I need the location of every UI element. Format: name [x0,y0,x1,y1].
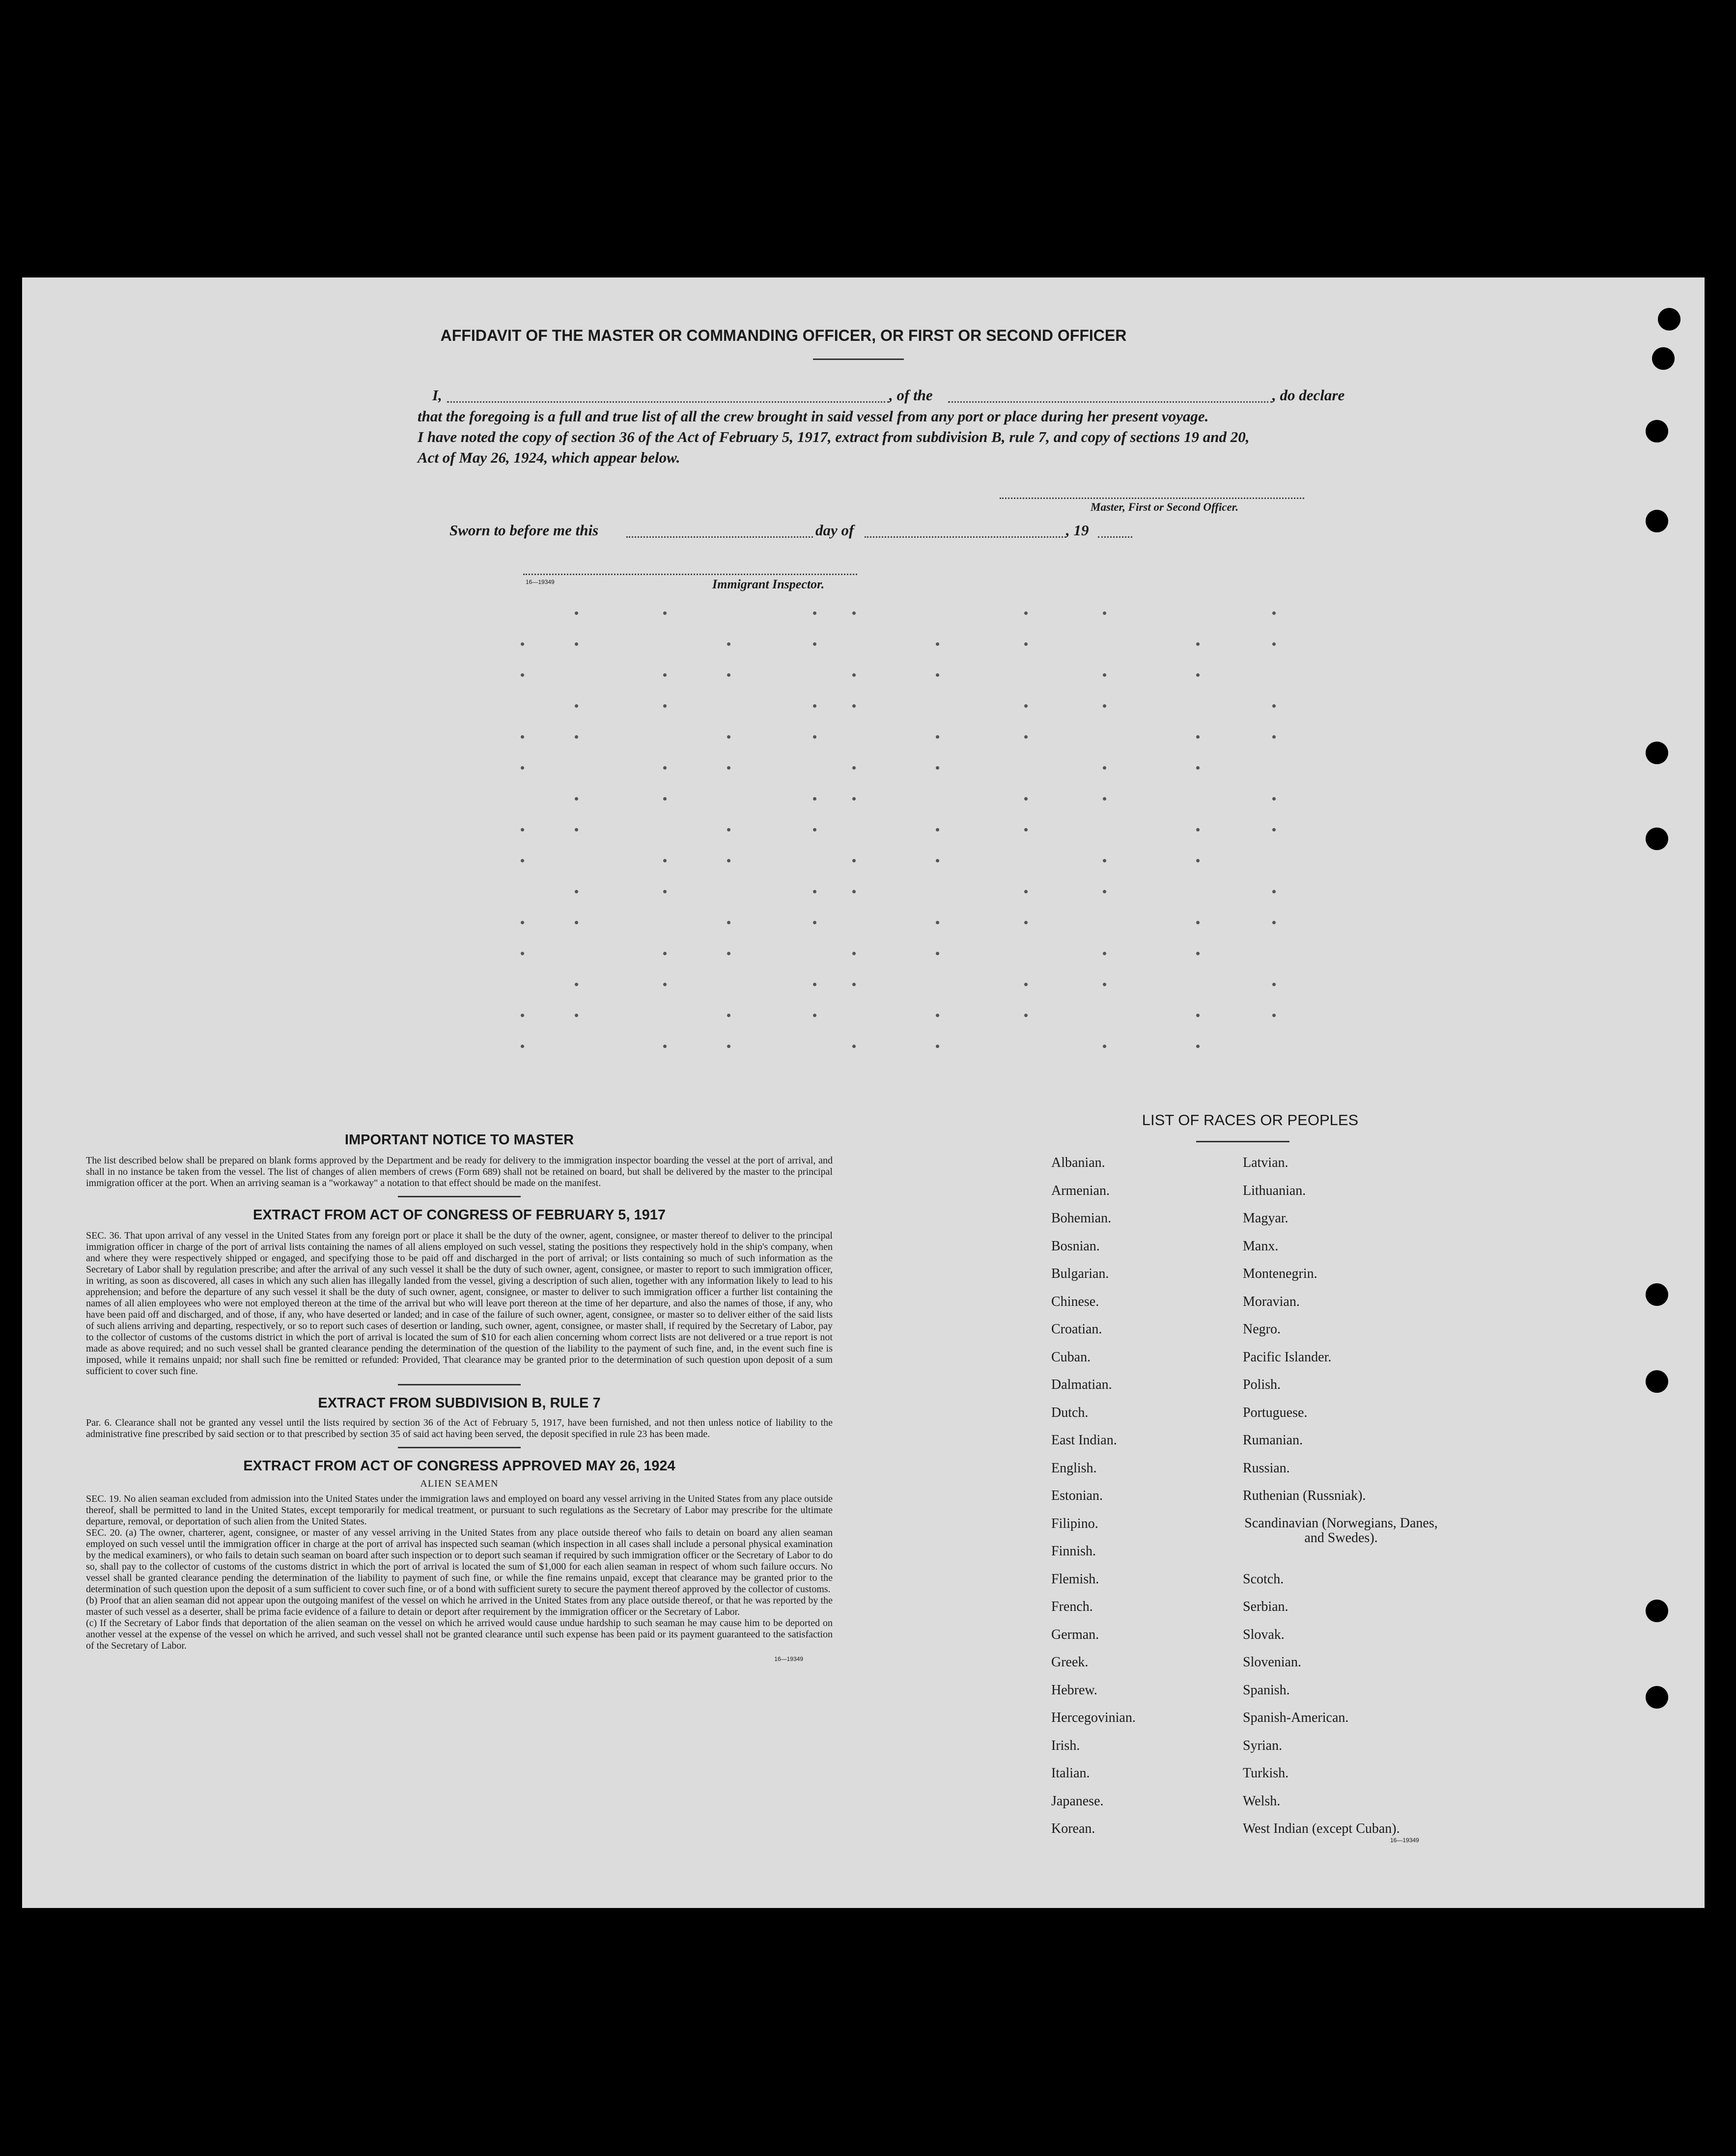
stray-dot [1103,611,1106,615]
stray-dot [575,735,578,739]
punch-hole [1646,1370,1668,1393]
vessel-blank[interactable] [948,401,1272,403]
stray-dot [1272,642,1276,646]
extract-1917-text: SEC. 36. That upon arrival of any vessel in the United States from any foreign port or place it shall be the duty of the owner, agent, consignee, or master thereof to deliver to the principal immigration officer in charge of the port of arrival lists containing the names of all aliens employed on such vessel, stating the positions they respectively hold in the ship's company, when and where they were respectively shipped or engaged, and specifying those to be paid off and discharged in the port of arrival; or lists containing so much of such information as the Secretary of Labor shall by regulation prescribe; and after the arrival of any such vessel it shall be the duty of such owner, agent, consignee, or master to report to such immigration officer, in writing, as soon as discovered, all cases in which any such alien has illegally landed from the vessel, giving a description of such alien, together with any information likely to lead to his apprehension; and before the departure of any such vessel it shall be the duty of such owner, agent, consignee, or master to deliver to such immigration officer a further list containing the names of all alien employees who were not employed thereon at the time of the arrival but who will leave port thereon at the time of her departure, and also the names of those, if any, who have been paid off and discharged, and of those, if any, who have deserted or landed; and in case of the failure of such owner, agent, consignee, or master so to deliver either of the said lists of such aliens arriving and departing, respectively, or so to report such cases of desertion or landing, such owner, agent, consignee, or master shall, if required by the Secretary of Labor, pay to the collector of customs of the customs district in which the port of arrival is located the sum of $10 for each alien concerning whom correct lists are not delivered or a true report is not made as above required; and no such vessel shall be granted clearance pending the determination of the question of the liability to the payment of such fine, and, in the event such fine is imposed, while it remains unpaid; nor shall such fine be remitted or refunded: Provided, That clearance may be granted prior to the determination of such question upon deposit of a sum sufficient to cover such fine. [86,1230,833,1377]
stray-dot [727,921,730,924]
race-item: Armenian. [1051,1183,1110,1198]
race-item: Rumanian. [1243,1433,1303,1448]
stray-dot [521,1014,524,1017]
stray-dot [1103,673,1106,677]
stray-dot [1024,797,1028,801]
stray-dot [852,983,856,986]
stray-dot [936,766,939,770]
race-item: Chinese. [1051,1294,1099,1309]
stray-dot [575,797,578,801]
race-item: Slovak. [1243,1627,1285,1642]
race-item: Magyar. [1243,1211,1288,1226]
race-item: Albanian. [1051,1155,1105,1170]
rule7-heading: EXTRACT FROM SUBDIVISION B, RULE 7 [318,1395,601,1411]
stray-dot [936,642,939,646]
stray-dot [575,921,578,924]
punch-hole [1646,1283,1668,1306]
stray-dot [1103,890,1106,893]
stray-dot [1103,766,1106,770]
stray-dot [663,797,667,801]
race-item: Bulgarian. [1051,1266,1109,1281]
race-item: Cuban. [1051,1349,1091,1365]
divider [398,1384,521,1385]
stray-dot [1103,952,1106,955]
stray-dot [852,766,856,770]
stray-dot [1024,704,1028,708]
race-item: Hercegovinian. [1051,1710,1136,1725]
race-item: Hebrew. [1051,1682,1097,1698]
stray-dot [1272,797,1276,801]
stray-dot [1024,611,1028,615]
stray-dot [813,797,816,801]
day-blank[interactable] [626,536,813,538]
stray-dot [727,766,730,770]
stray-dot [521,921,524,924]
stray-dot [813,704,816,708]
race-item: Italian. [1051,1766,1090,1781]
race-item: Pacific Islander. [1243,1349,1332,1365]
stray-dot [1272,921,1276,924]
inspector-signature-line[interactable] [523,574,857,575]
stray-dot [813,642,816,646]
day-of-label: day of [815,522,854,539]
affidavit-declare: , do declare [1272,387,1345,404]
stray-dot [521,828,524,831]
race-item: Spanish-American. [1243,1710,1349,1725]
sec20c-text: (c) If the Secretary of Labor finds that deportation of the alien seaman on the vessel on which he arrived would cause undue hardship to such seaman he may cause him to be deported on another vessel at the expense of the vessel on which he arrived, and such vessel shall not be granted clearance until such expense has been paid or its payment guaranteed to the satisfaction of the Secretary of Labor. [86,1618,833,1651]
stray-dot [1196,828,1200,831]
race-item: Welsh. [1243,1793,1281,1809]
form-number: 16—19349 [774,1656,803,1662]
stray-dot [727,952,730,955]
sworn-line [449,522,1137,541]
race-item: Scandinavian (Norwegians, Danes, and Swedes). [1244,1515,1438,1546]
stray-dot [936,952,939,955]
stray-dot [1196,952,1200,955]
race-item: West Indian (except Cuban). [1243,1821,1400,1836]
stray-dot [663,611,667,615]
race-item: East Indian. [1051,1433,1117,1448]
race-item: Filipino. [1051,1516,1098,1531]
stray-dot [663,952,667,955]
punch-hole [1652,347,1675,370]
race-item: Flemish. [1051,1571,1099,1587]
race-item: Polish. [1243,1377,1281,1392]
punch-hole [1646,742,1668,764]
stray-dot [727,859,730,862]
stray-dot [1103,797,1106,801]
stray-dot [813,735,816,739]
stray-dot [1024,735,1028,739]
stray-dot [575,828,578,831]
race-item: Dutch. [1051,1405,1089,1420]
extract-1924-heading: EXTRACT FROM ACT OF CONGRESS APPROVED MAY 26, 1924 [243,1458,675,1474]
extract-1917-heading: EXTRACT FROM ACT OF CONGRESS OF FEBRUARY 5, 1917 [252,1207,666,1223]
stray-dot [575,642,578,646]
punch-hole [1646,510,1668,532]
stray-dot [1196,735,1200,739]
stray-dot [936,859,939,862]
name-blank[interactable] [447,401,889,403]
stray-dot [521,766,524,770]
affidavit-title: AFFIDAVIT OF THE MASTER OR COMMANDING OFFICER, OR FIRST OR SECOND OFFICER [440,327,1127,344]
stray-dot [936,673,939,677]
stray-dot [727,1045,730,1048]
punch-hole [1658,308,1680,331]
sec19-text: SEC. 19. No alien seaman excluded from admission into the United States under the immigration laws and employed on board any vessel arriving in the United States from any place outside thereof, shall be permitted to land in the United States, except temporarily for medical treatment, or pursuant to such regulations as the Secretary of Labor may prescribe for the ultimate departure, removal, or deportation of such alien from the United States. [86,1493,833,1527]
rule7-text: Par. 6. Clearance shall not be granted any vessel until the lists required by section 36 of the Act of February 5, 1917, have been furnished, and not then unless notice of liability to the administrative fine prescribed by said section or to that prescribed by section 35 of said act having been served, the deposit specified in rule 23 has been made. [86,1417,833,1439]
stray-dot [663,766,667,770]
stray-dot [1103,859,1106,862]
stray-dot [1196,673,1200,677]
stray-dot [813,890,816,893]
notice-heading: IMPORTANT NOTICE TO MASTER [344,1132,574,1148]
stray-dot [1024,921,1028,924]
year-blank[interactable] [1098,536,1132,538]
race-item: French. [1051,1599,1093,1614]
stray-dot [1196,859,1200,862]
divider [1196,1141,1289,1142]
stray-dot [936,735,939,739]
stray-dot [1024,1014,1028,1017]
affidavit-line-2: that the foregoing is a full and true list of all the crew brought in said vessel from any port or place during her present voyage. [418,408,1209,425]
stray-dot [813,921,816,924]
stray-dot [1024,890,1028,893]
punch-hole [1646,828,1668,850]
races-heading: LIST OF RACES OR PEOPLES [1142,1111,1359,1129]
affidavit-of-the: , of the [889,387,933,404]
race-item: English. [1051,1460,1097,1476]
stray-dot [727,642,730,646]
form-number: 16—19349 [1390,1837,1419,1844]
race-item: Scotch. [1243,1571,1284,1587]
race-item: Russian. [1243,1460,1290,1476]
stray-dot [852,859,856,862]
inspector-label: Immigrant Inspector. [712,577,825,591]
affidavit-i: I, [432,387,442,404]
sec20a-text: SEC. 20. (a) The owner, charterer, agent, consignee, or master of any vessel arriving in the United States from any place outside thereof who fails to detain on board any alien seaman employed on such vessel until the immigration officer in charge at the port of arrival has inspected such seaman (which inspection in all cases shall include a personal physical examination by the medical examiners), or who fails to detain such seaman on board after such inspection or to deport such seaman if required by such immigration officer or the Secretary of Labor to do so, shall pay to the collector of customs of the customs district in which the port of arrival is located the sum of $1,000 for each alien seaman in respect of whom such failure occurs. No vessel shall be granted clearance pending the determination of the liability to payment of such fine, or while the fine remains unpaid, except that clearance may be granted prior to the determination of such question upon the deposit of a sum sufficient to cover such fine, or of a bond with sufficient surety to secure the payment thereof approved by the collector of customs. [86,1527,833,1595]
stray-dot [813,983,816,986]
stray-dot [813,1014,816,1017]
stray-dot [727,735,730,739]
race-item: Bohemian. [1051,1211,1112,1226]
race-item: Bosnian. [1051,1238,1100,1254]
stray-dot [1196,1014,1200,1017]
race-item: Korean. [1051,1821,1095,1836]
race-item: Negro. [1243,1322,1281,1337]
race-item: Irish. [1051,1738,1080,1753]
stray-dot [1196,766,1200,770]
stray-dot [1196,642,1200,646]
stray-dot [852,611,856,615]
stray-dot [663,890,667,893]
stray-dot [852,890,856,893]
stray-dot [936,1014,939,1017]
stray-dot [663,1045,667,1048]
race-item: Moravian. [1243,1294,1300,1309]
stray-dot [521,859,524,862]
stray-dot [1272,983,1276,986]
race-item: Ruthenian (Russniak). [1243,1488,1366,1503]
race-item: Finnish. [1051,1544,1096,1559]
stray-dot [663,983,667,986]
stray-dot [1196,1045,1200,1048]
race-item: Turkish. [1243,1766,1289,1781]
stray-dot [1272,828,1276,831]
stray-dot [575,890,578,893]
race-item: Dalmatian. [1051,1377,1112,1392]
alien-seamen-subheading: ALIEN SEAMEN [420,1478,499,1489]
stray-dot [663,859,667,862]
stray-dot [727,673,730,677]
race-item: Serbian. [1243,1599,1288,1614]
stray-dot [575,611,578,615]
sec20b-text: (b) Proof that an alien seaman did not appear upon the outgoing manifest of the vessel on which he arrived in the United States from any place outside thereof, or that he was reported by the master of such vessel as a deserter, shall be prima facie evidence of a failure to detain or deport after requirement by the immigration officer or the Secretary of Labor. [86,1595,833,1617]
race-item: Slovenian. [1243,1655,1301,1670]
punch-hole [1646,1686,1668,1709]
stray-dot [663,704,667,708]
race-item: Syrian. [1243,1738,1283,1753]
stray-dot [1024,828,1028,831]
stray-dot [1196,921,1200,924]
race-item: Estonian. [1051,1488,1103,1503]
manifest-page [22,277,1705,1908]
stray-dot [575,704,578,708]
stray-dot [521,952,524,955]
race-item: Lithuanian. [1243,1183,1306,1198]
punch-hole [1646,1600,1668,1622]
master-signature-label: Master, First or Second Officer. [1091,501,1239,513]
stray-dot [852,952,856,955]
race-item: Greek. [1051,1655,1089,1670]
stray-dot [852,1045,856,1048]
stray-dot [1024,983,1028,986]
stray-dot [521,642,524,646]
sworn-label: Sworn to before me this [449,522,599,539]
punch-hole [1646,420,1668,442]
form-number: 16—19349 [526,579,555,585]
stray-dot [1024,642,1028,646]
stray-dot [1272,611,1276,615]
notice-text: The list described below shall be prepared on blank forms approved by the Department and be ready for delivery to the immigration inspector boarding the vessel at the port of arrival, and shall in no instance be taken from the vessel. The list of changes of alien members of crews (Form 689) shall not be retained on board, but shall be delivered by the master to the principal immigration officer at the port. When an arriving seaman is a "workaway" a notation to that effect should be made on the manifest. [86,1155,833,1189]
race-item: Spanish. [1243,1682,1290,1698]
divider [398,1447,521,1448]
race-item: Japanese. [1051,1793,1104,1809]
race-item: Manx. [1243,1238,1279,1254]
stray-dot [1103,983,1106,986]
race-item: Latvian. [1243,1155,1288,1170]
race-item: Croatian. [1051,1322,1102,1337]
affidavit-line-1 [432,387,1346,406]
stray-dot [727,828,730,831]
stray-dot [575,983,578,986]
year-label: , 19 [1066,522,1089,539]
stray-dot [1272,890,1276,893]
month-blank[interactable] [865,536,1066,538]
stray-dot [936,828,939,831]
stray-dot [521,1045,524,1048]
stray-dot [852,704,856,708]
stray-dot [1272,704,1276,708]
stray-dot [936,921,939,924]
stray-dot [1103,704,1106,708]
stray-dot [813,828,816,831]
master-signature-line[interactable] [1000,498,1304,499]
stray-dot [1272,735,1276,739]
stray-dot [521,735,524,739]
affidavit-line-3: I have noted the copy of section 36 of the Act of February 5, 1917, extract from subdivision B, rule 7, and copy of sections 19 and 20, [418,428,1250,445]
stray-dot [936,1045,939,1048]
race-item: German. [1051,1627,1099,1642]
divider [398,1196,521,1197]
stray-dot [852,797,856,801]
stray-dot [575,1014,578,1017]
divider [813,359,904,360]
stray-dot [1272,1014,1276,1017]
stray-dot [1103,1045,1106,1048]
stray-dot [663,673,667,677]
notice-section [86,1132,833,1662]
race-item: Montenegrin. [1243,1266,1317,1281]
stray-dot [852,673,856,677]
stray-dot [727,1014,730,1017]
stray-dot [813,611,816,615]
affidavit-line-4: Act of May 26, 1924, which appear below. [418,449,680,466]
race-item: Portuguese. [1243,1405,1308,1420]
stray-dot [521,673,524,677]
